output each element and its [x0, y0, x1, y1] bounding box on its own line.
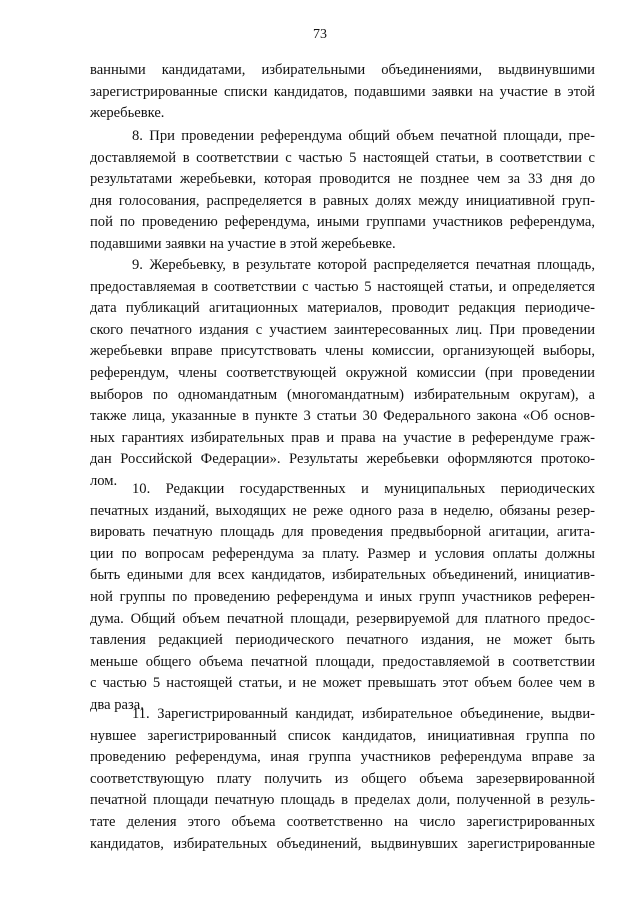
text-line: 8. При проведении референдума общий объем печатной площади, пре-: [132, 128, 595, 144]
text-line: доставляемой в соответствии с частью 5 настоящей статьи, в соответствии с: [90, 149, 595, 166]
paragraph-9: [90, 255, 595, 493]
text-line: быть едиными для всех кандидатов, избирательных объединений, инициатив-: [90, 567, 595, 584]
text-line: ского печатного издания с участием заинтересованных лиц. При проведении: [90, 321, 595, 338]
text-line: 11. Зарегистрированный кандидат, избирательное объединение, выдви-: [132, 706, 595, 722]
paragraph-10: [90, 479, 595, 717]
page-number: 73: [313, 27, 327, 42]
text-line: лом.: [90, 472, 118, 489]
text-line: дата публикаций агитационных материалов, проводит редакция периодиче-: [90, 300, 595, 317]
text-line: ных гарантиях избирательных прав и права на участие в референдуме граж-: [90, 429, 595, 446]
text-line: с частью 5 настоящей статьи, и не может превышать этот объем более чем в: [90, 675, 595, 692]
text-line: два раза.: [90, 696, 144, 713]
text-line: ции по вопросам референдума за плату. Размер и условия оплаты должны: [90, 545, 595, 562]
text-line: жеребьевки вправе присутствовать члены комиссии, организующей выборы,: [90, 343, 595, 360]
text-line: зарегистрированные списки кандидатов, подавшими заявки на участие в этой: [90, 83, 595, 100]
text-line: дня голосования, распределяется в равных долях между инициативной груп-: [90, 192, 595, 209]
text-line: нувшее зарегистрированный список кандидатов, инициативная группа по: [90, 727, 595, 744]
text-line: дан Российской Федерации». Результаты жеребьевки оформляются протоко-: [90, 451, 595, 468]
text-line: 9. Жеребьевку, в результате которой распределяется печатная площадь,: [132, 257, 595, 273]
paragraph-8: [90, 126, 595, 256]
text-line: референдум, члены соответствующей окружной комиссии (при проведении: [90, 364, 595, 381]
text-line: меньше общего объема печатной площади, предоставляемой в соответствии: [90, 653, 595, 670]
text-line: ной группы по проведению референдума и иных групп участников референ-: [90, 588, 595, 605]
paragraph-11: [90, 704, 595, 855]
text-line: пой по проведению референдума, иными группами участников референдума,: [90, 214, 595, 231]
text-line: тате деления этого объема соответственно на число зарегистрированных: [90, 813, 595, 830]
text-line: печатных изданий, выходящих не реже одного раза в неделю, обязаны резер-: [90, 502, 595, 519]
text-line: вировать печатную площадь для проведения предвыборной агитации, агита-: [90, 524, 595, 541]
text-line: тавления редакцией периодического печатного издания, не может быть: [90, 632, 595, 649]
text-line: 10. Редакции государственных и муниципальных периодических: [132, 481, 595, 497]
text-line: проведению референдума, иная группа участников референдума вправе за: [90, 749, 595, 766]
text-line: выборов по одномандатным (многомандатным) избирательным округам), а: [90, 386, 595, 403]
text-line: дума. Общий объем печатной площади, резервируемой для платного предос-: [90, 610, 595, 627]
text-line: результатами жеребьевки, которая проводится не позднее чем за 33 дня до: [90, 171, 595, 188]
text-line: соответствующую плату получить из общего объема зарезервированной: [90, 770, 595, 787]
text-line: подавшими заявки на участие в этой жеребьевке.: [90, 235, 396, 252]
text-line: кандидатов, избирательных объединений, выдвинувших зарегистрированные: [90, 835, 595, 852]
text-line: жеребьевке.: [90, 105, 165, 122]
text-line: ванными кандидатами, избирательными объединениями, выдвинувшими: [90, 62, 595, 78]
paragraph-continuation: [90, 60, 595, 125]
text-line: предоставляемая в соответствии с частью 5 настоящей статьи, и определяется: [90, 278, 595, 295]
text-line: печатной площади печатную площадь в пределах доли, полученной в резуль-: [90, 792, 595, 809]
text-line: также лица, указанные в пункте 3 статьи 30 Федерального закона «Об основ-: [90, 408, 595, 425]
